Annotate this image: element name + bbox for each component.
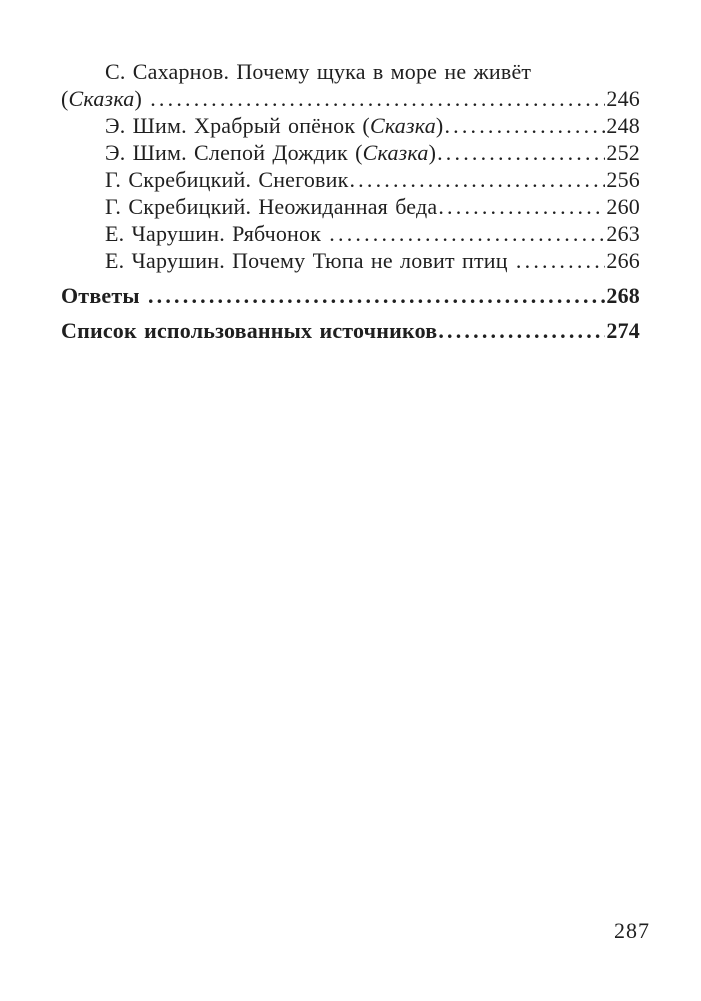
toc-row [61,193,640,220]
dot-leader [437,139,605,166]
toc-entry-text: ) [435,113,444,138]
toc-entry-genre-italic: Сказка [362,140,429,165]
toc-entry-page: 246 [606,86,640,111]
toc-entry-page: 252 [606,140,640,165]
dot-leader [329,220,605,247]
toc-entry-page: 274 [606,318,640,343]
toc-row [61,139,640,166]
dot-leader [349,166,605,193]
toc-row [61,220,640,247]
toc-row [61,166,640,193]
toc-entry-title [61,282,147,309]
toc-row [61,247,640,274]
toc-entry-text: Ответы [61,283,147,308]
dot-leader [444,112,605,139]
dot-leader [150,85,605,112]
toc-entry-text: С. Сахарнов. Почему щука в море не живёт [105,59,532,84]
toc-entry-text: Список использованных источников [61,318,438,343]
toc-entry-title [105,58,531,85]
toc-entry-page: 260 [606,194,640,219]
dot-leader [148,282,605,309]
toc-row [61,282,640,309]
dot-leader [516,247,605,274]
toc-entry-text: ) [134,86,150,111]
toc-entry-title [61,317,437,344]
toc-entry-text: ) [428,140,437,165]
toc-entry-text: Е. Чарушин. Рябчонок [105,221,329,246]
toc-entry-text: Г. Скребицкий. Неожиданная беда [105,194,438,219]
toc-entry-page: 263 [606,221,640,246]
toc-row [61,58,640,85]
toc-entry-title [61,85,149,112]
dot-leader [438,193,605,220]
toc-entry-text: Э. Шим. Храбрый опёнок ( [105,113,370,138]
toc-entry-genre-italic: Сказка [68,86,135,111]
dot-leader [438,317,605,344]
toc-entry-page: 248 [606,113,640,138]
toc-entry-title [105,247,515,274]
toc-row [61,112,640,139]
toc-entry-title [105,112,443,139]
toc-row [61,317,640,344]
toc-entry-text: Г. Скребицкий. Снеговик [105,167,349,192]
toc-entry-page: 268 [606,283,640,308]
toc-entry-title [105,166,348,193]
toc-entry-page: 266 [606,248,640,273]
toc-entry-title [105,193,437,220]
toc-entry-title [105,220,328,247]
toc-entry-text: ( [61,86,69,111]
toc-entry-page: 256 [606,167,640,192]
page-number: 287 [614,918,650,943]
toc-entry-text: Е. Чарушин. Почему Тюпа не ловит птиц [105,248,515,273]
toc-entry-title [105,139,436,166]
toc-entry-genre-italic: Сказка [369,113,436,138]
toc-list [0,0,701,344]
toc-row [61,85,640,112]
toc-entry-text: Э. Шим. Слепой Дождик ( [105,140,363,165]
